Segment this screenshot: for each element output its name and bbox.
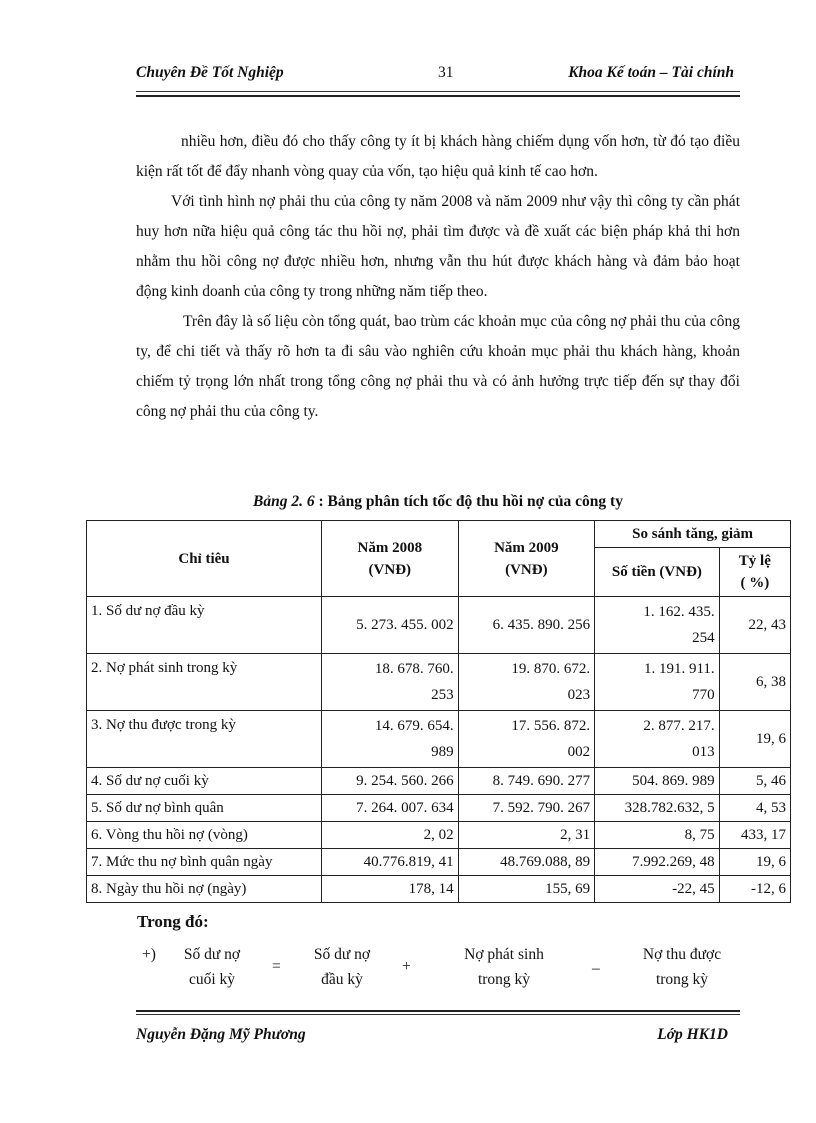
header-year-2009 xyxy=(458,521,595,597)
formula-term4-line1: Nợ thu được xyxy=(642,946,722,963)
formula-term-new-debt xyxy=(448,942,560,992)
cell-2008-line1: 18. 678. 760. xyxy=(374,661,454,677)
cell-2009-line1: 19. 870. 672. xyxy=(511,661,591,677)
table-row xyxy=(87,849,791,876)
header-year-2008-label: Năm 2008 xyxy=(357,539,423,556)
formula-term-collected-debt xyxy=(626,942,738,992)
table-caption-label: Bảng 2. 6 xyxy=(253,493,315,510)
header-rule-thin xyxy=(136,91,740,92)
header-year-2009-label: Năm 2009 xyxy=(494,539,559,556)
cell-ratio: 6, 38 xyxy=(719,654,790,711)
header-ratio-label: Tỷ lệ xyxy=(738,553,771,569)
cell-2009: 48.769.088, 89 xyxy=(458,849,595,876)
row-label: 8. Ngày thu hồi nợ (ngày) xyxy=(87,876,322,903)
formula-term2-line1: Số dư nợ xyxy=(313,946,371,963)
cell-2008: 9. 254. 560. 266 xyxy=(322,768,459,795)
cell-2008: 178, 14 xyxy=(322,876,459,903)
row-label: 5. Số dư nợ bình quân xyxy=(87,795,322,822)
footer-author: Nguyễn Đặng Mỹ Phương xyxy=(136,1026,306,1043)
cell-amount: -22, 45 xyxy=(595,876,720,903)
cell-amount-line1: 1. 162. 435. xyxy=(643,604,715,620)
formula-prefix: +) xyxy=(142,946,156,963)
table-row xyxy=(87,654,791,711)
row-label: 4. Số dư nợ cuối kỳ xyxy=(87,768,322,795)
cell-ratio: -12, 6 xyxy=(719,876,790,903)
body-text xyxy=(136,127,740,427)
cell-amount-line1: 1. 191. 911. xyxy=(643,661,715,677)
cell-2009: 7. 592. 790. 267 xyxy=(458,795,595,822)
formula-minus: – xyxy=(592,960,600,977)
formula-term2-line2: đầu kỳ xyxy=(321,971,363,988)
header-ratio-unit: ( %) xyxy=(740,575,770,591)
cell-amount-line1: 2. 877. 217. xyxy=(643,718,715,734)
formula-equals: = xyxy=(272,958,281,975)
cell-2009 xyxy=(458,711,595,768)
header-rule-thick xyxy=(136,95,740,97)
table-row xyxy=(87,795,791,822)
cell-2008-line2: 253 xyxy=(431,687,454,703)
cell-ratio: 433, 17 xyxy=(719,822,790,849)
row-label: 7. Mức thu nợ bình quân ngày xyxy=(87,849,322,876)
paragraph-3: Trên đây là số liệu còn tổng quát, bao trùm các khoản mục của công nợ phải thu của công ty, để chi tiết và thấy rõ hơn ta đi sâu vào nghiên cứu khoản mục phải thu khách hàng, khoản chiếm tỷ trọng lớn nhất trong tổng công nợ phải thu và có ảnh hưởng trực tiếp đến sự thay đổi công nợ phải thu của công ty. xyxy=(136,313,740,420)
debt-formula xyxy=(136,942,740,1002)
cell-2009: 6. 435. 890. 256 xyxy=(458,597,595,654)
row-label: 1. Số dư nợ đầu kỳ xyxy=(87,597,322,654)
cell-ratio: 22, 43 xyxy=(719,597,790,654)
header-year-2008-unit: (VNĐ) xyxy=(368,561,412,578)
formula-plus: + xyxy=(402,958,411,975)
cell-ratio: 19, 6 xyxy=(719,849,790,876)
cell-2009: 2, 31 xyxy=(458,822,595,849)
cell-2009-line1: 17. 556. 872. xyxy=(511,718,591,734)
header-comparison: So sánh tăng, giảm xyxy=(595,521,791,548)
paragraph-1: nhiều hơn, điều đó cho thấy công ty ít bị khách hàng chiếm dụng vốn hơn, từ đó tạo điều kiện rất tốt để đẩy nhanh vòng quay của vốn, tạo hiệu quả kinh tế cao hơn. xyxy=(136,133,740,180)
header-department: Khoa Kế toán – Tài chính xyxy=(568,64,734,81)
table-row xyxy=(87,768,791,795)
section-label-trong-do: Trong đó: xyxy=(137,912,209,931)
cell-2008: 7. 264. 007. 634 xyxy=(322,795,459,822)
table-row xyxy=(87,597,791,654)
footer-class: Lớp HK1D xyxy=(657,1026,728,1043)
cell-2008: 40.776.819, 41 xyxy=(322,849,459,876)
table-row xyxy=(87,822,791,849)
formula-term1-line1: Số dư nợ xyxy=(183,946,241,963)
debt-recovery-table xyxy=(86,520,791,903)
cell-amount: 7.992.269, 48 xyxy=(595,849,720,876)
row-label: 6. Vòng thu hồi nợ (vòng) xyxy=(87,822,322,849)
cell-2009 xyxy=(458,654,595,711)
cell-amount xyxy=(595,654,720,711)
cell-2008 xyxy=(322,711,459,768)
table-header-row xyxy=(87,521,791,548)
footer-rule-thick xyxy=(136,1010,740,1012)
row-label: 2. Nợ phát sinh trong kỳ xyxy=(87,654,322,711)
cell-ratio: 19, 6 xyxy=(719,711,790,768)
cell-2008: 2, 02 xyxy=(322,822,459,849)
table-row xyxy=(87,711,791,768)
cell-2009: 8. 749. 690. 277 xyxy=(458,768,595,795)
page-number: 31 xyxy=(438,64,454,81)
page-header xyxy=(136,64,740,88)
cell-amount: 504. 869. 989 xyxy=(595,768,720,795)
formula-term4-line2: trong kỳ xyxy=(655,971,709,988)
header-ratio xyxy=(719,548,790,597)
cell-amount: 8, 75 xyxy=(595,822,720,849)
cell-2009-line2: 023 xyxy=(567,687,591,703)
cell-2008-line1: 14. 679. 654. xyxy=(374,718,454,734)
header-year-2008 xyxy=(322,521,459,597)
cell-amount xyxy=(595,711,720,768)
cell-amount-line2: 770 xyxy=(692,687,715,703)
cell-2009-line2: 002 xyxy=(567,744,591,760)
footer-rule-thin xyxy=(136,1014,740,1015)
table-row xyxy=(87,876,791,903)
cell-ratio: 4, 53 xyxy=(719,795,790,822)
cell-2008-line2: 989 xyxy=(431,744,454,760)
cell-amount-line2: 013 xyxy=(692,744,715,760)
formula-term3-line1: Nợ phát sinh xyxy=(464,946,544,963)
cell-amount-line2: 254 xyxy=(692,630,715,646)
formula-term-opening-balance xyxy=(300,942,384,992)
header-indicator: Chỉ tiêu xyxy=(87,521,322,597)
cell-ratio: 5, 46 xyxy=(719,768,790,795)
cell-amount: 328.782.632, 5 xyxy=(595,795,720,822)
cell-amount xyxy=(595,597,720,654)
cell-2008: 5. 273. 455. 002 xyxy=(322,597,459,654)
table-caption-text: : Bảng phân tích tốc độ thu hồi nợ của công ty xyxy=(318,493,623,510)
formula-term-ending-balance xyxy=(172,942,252,992)
formula-term1-line2: cuối kỳ xyxy=(188,971,236,988)
cell-2008 xyxy=(322,654,459,711)
cell-2009: 155, 69 xyxy=(458,876,595,903)
header-amount: Số tiền (VNĐ) xyxy=(595,548,720,597)
header-year-2009-unit: (VNĐ) xyxy=(505,561,548,578)
row-label: 3. Nợ thu được trong kỳ xyxy=(87,711,322,768)
paragraph-2: Với tình hình nợ phải thu của công ty năm 2008 và năm 2009 như vậy thì công ty cần phát huy hơn nữa hiệu quả công tác thu hồi nợ, phải tìm được và đề xuất các biện pháp khả thi hơn nhằm thu hồi công nợ được nhiều hơn, nhưng vẫn thu hút được khách hàng và đảm bảo hoạt động kinh doanh của công ty trong những năm tiếp theo. xyxy=(136,193,740,300)
table-caption xyxy=(86,493,790,511)
formula-term3-line2: trong kỳ xyxy=(477,971,531,988)
header-title: Chuyên Đề Tốt Nghiệp xyxy=(136,64,284,81)
